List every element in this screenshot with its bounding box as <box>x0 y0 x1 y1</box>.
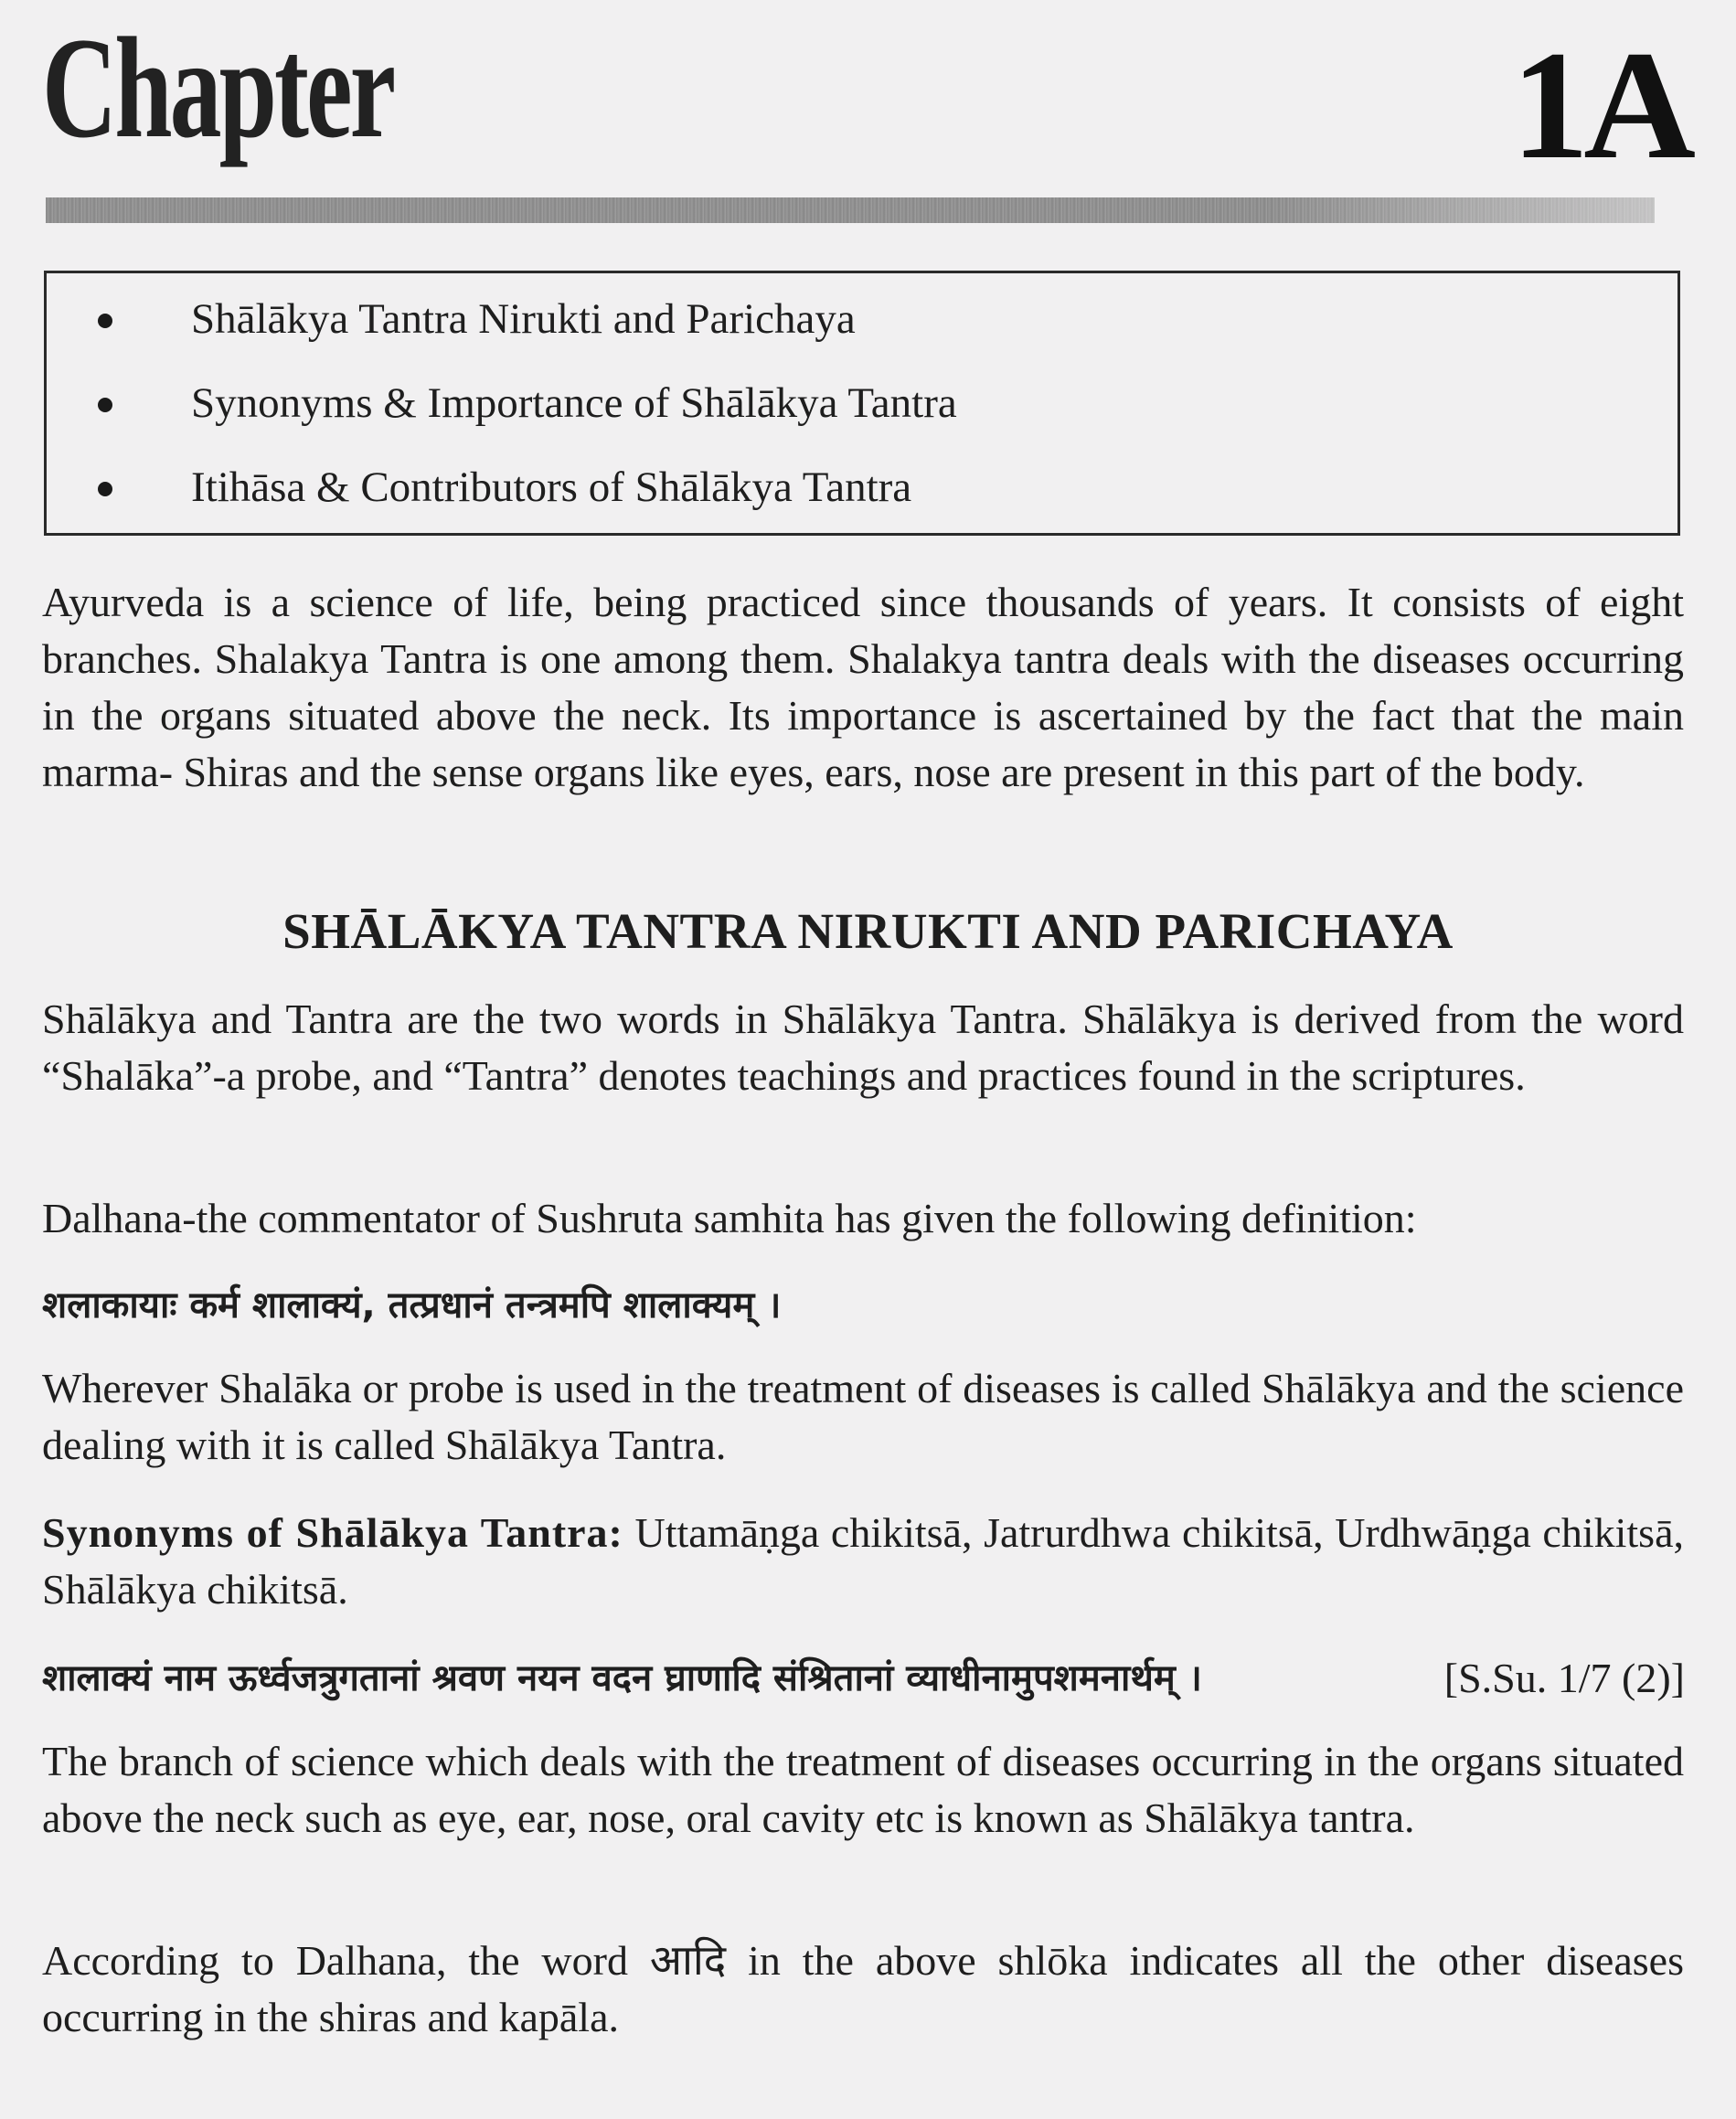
dalhana-adi-paragraph: According to Dalhana, the word आदि in the above shlōka indicates all the other diseases occurring in the shiras and kapāla. <box>42 1937 1684 2040</box>
shalaka-text: Wherever Shalāka or probe is used in the treatment of diseases is called Shālākya and the science dealing with it is called Shālākya Tantra. <box>42 1365 1684 1468</box>
chapter-topics-box <box>44 271 1680 536</box>
shalaka-paragraph <box>42 1360 1684 1474</box>
bullet-icon <box>98 314 112 328</box>
intro-paragraph: Ayurveda is a science of life, being practiced since thousands of years. It consists of eight branches. Shalakya Tantra is one among them. Shalakya tantra deals with the diseases occurring in the organs situated above the neck. Its importance is ascertained by the fact that the main marma- Shiras and the sense organs like eyes, ears, nose are present in this part of the body. <box>42 579 1684 795</box>
chapter-label: Chapter <box>42 8 394 168</box>
branch-paragraph: The branch of science which deals with the treatment of diseases occurring in the organs situated above the neck such as eye, ear, nose, oral cavity etc is known as Shālākya tantra. <box>42 1738 1684 1841</box>
synonyms-paragraph <box>42 1505 1684 1618</box>
sanskrit-sutra: शालाक्यं नाम ऊर्ध्वजत्रुगतानां श्रवण नयन वदन घ्राणादि संश्रितानां व्याधीनामुपशमनार्थम् । <box>42 1657 1202 1699</box>
dalhana-intro-paragraph: Dalhana-the commentator of Sushruta samhita has given the following definition: <box>42 1195 1417 1241</box>
nirukti-paragraph: Shālākya and Tantra are the two words in Shālākya Tantra. Shālākya is derived from the word “Shalāka”-a probe, and “Tantra” denotes teachings and practices found in the scriptures. <box>42 996 1684 1099</box>
chapter-number: 1A <box>1511 19 1690 191</box>
topic-item <box>47 460 1677 515</box>
sanskrit-reference: [S.Su. 1/7 (2)] <box>1443 1655 1685 1701</box>
header-rule-bar <box>46 197 1655 223</box>
topic-label: Synonyms & Importance of Shālākya Tantra <box>191 379 957 427</box>
synonyms-lead: Synonyms of Shālākya Tantra: <box>42 1509 623 1556</box>
topic-item <box>47 376 1677 431</box>
sanskrit-definition: शलाकायाः कर्म शालाक्यं, तत्प्रधानं तन्त्रमपि शालाक्यम् । <box>42 1284 782 1326</box>
topic-label: Itihāsa & Contributors of Shālākya Tantra <box>191 463 912 511</box>
topic-label: Shālākya Tantra Nirukti and Parichaya <box>191 295 856 343</box>
bullet-icon <box>98 398 112 412</box>
topic-item <box>47 292 1677 346</box>
bullet-icon <box>98 482 112 496</box>
synonyms-text: Uttamāṇga chikitsā, Jatrurdhwa chikitsā, Urdhwāṇga chikitsā, Shālākya chikitsā. <box>42 1509 1684 1613</box>
section-heading: SHĀLĀKYA TANTRA NIRUKTI AND PARICHAYA <box>282 903 1454 959</box>
